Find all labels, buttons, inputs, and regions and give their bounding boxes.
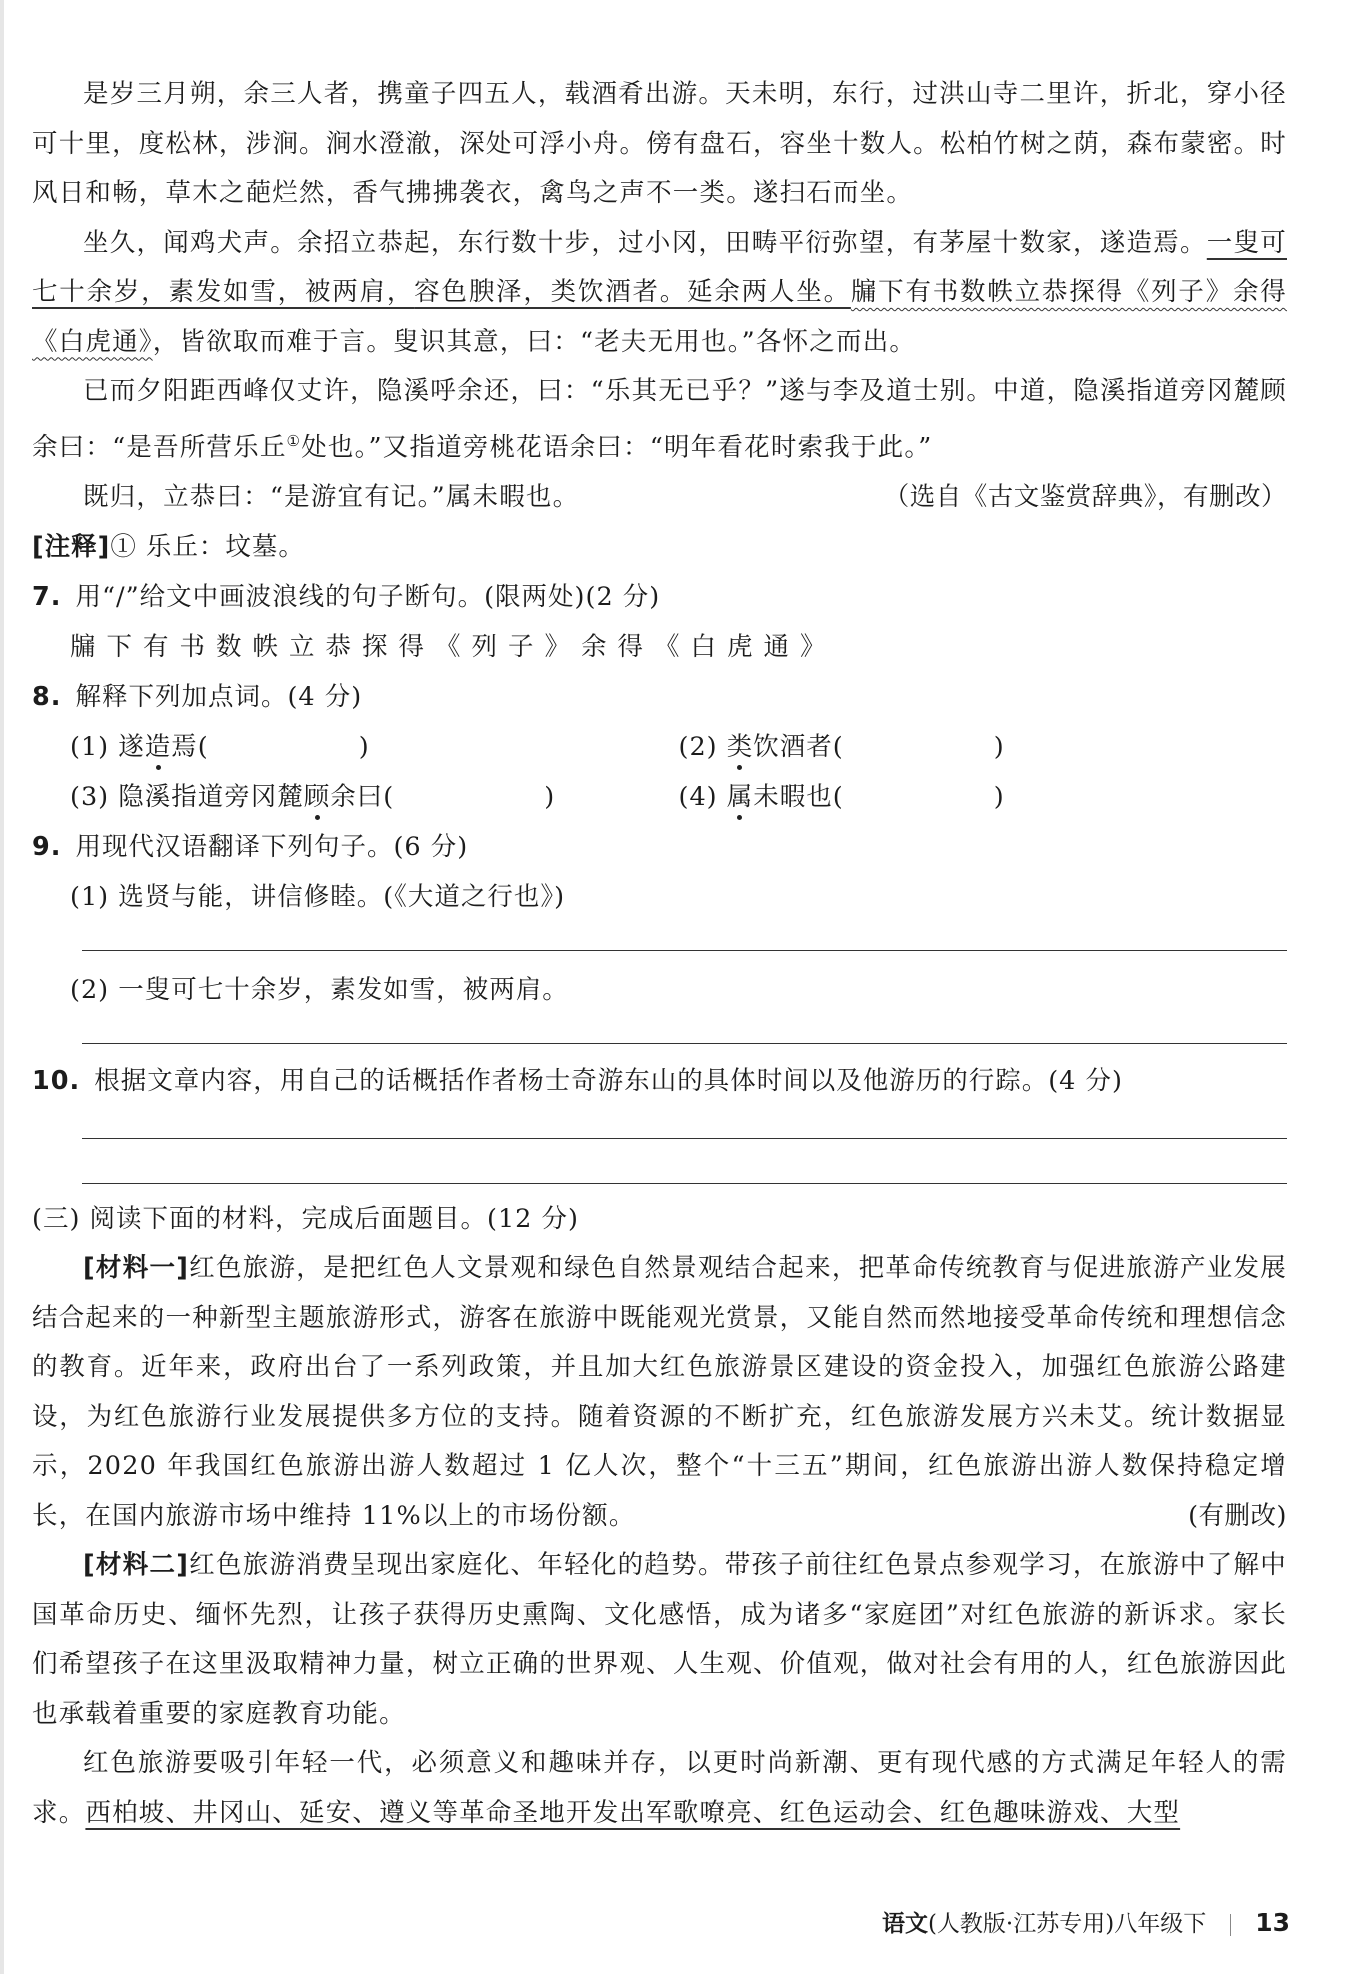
material-label: [材料二]: [83, 1550, 190, 1580]
material-text: 红色旅游要吸引年轻一代，必须意义和趣味并存，以更时尚新潮、更有现代感的方式满足年轻人的需求。: [32, 1748, 1287, 1828]
dotted-word: 顾: [304, 772, 331, 822]
scan-edge: [0, 0, 4, 1974]
dotted-word: 类: [727, 722, 754, 772]
section-3-heading: (三) 阅读下面的材料，完成后面题目。(12 分): [32, 1204, 579, 1234]
content: [32, 70, 1287, 1838]
question-number: 10.: [32, 1066, 81, 1096]
material-label: [材料一]: [83, 1253, 190, 1283]
question-text: 用现代汉语翻译下列句子。(6 分): [75, 832, 469, 862]
question-10: [32, 1056, 1287, 1106]
passage-text: 是岁三月朔，余三人者，携童子四五人，载酒肴出游。天未明，东行，过洪山寺二里许，折北，穿小径可十里，度松林，涉涧。涧水澄澈，深处可浮小舟。傍有盘石，容坐十数人。松柏竹树之荫，森布蒙密。时风日和畅，草木之葩烂然，香气拂拂袭衣，禽鸟之声不一类。遂扫石而坐。: [32, 79, 1287, 208]
page-number: 13: [1255, 1908, 1290, 1937]
question-text: 用“/”给文中画波浪线的句子断句。(限两处)(2 分): [75, 582, 661, 612]
dotted-word: 造: [145, 722, 172, 772]
passage-text: ，皆欲取而难于言。叟识其意，曰：“老夫无用也。”各怀之而出。: [152, 326, 917, 357]
notes-text: ① 乐丘：坟墓。: [110, 532, 305, 562]
passage-text: 已而夕阳距西峰仅丈许，隐溪呼余还，曰：“乐其无已乎？”遂与李及道士别。中道，隐溪指道旁冈麓顾余曰：“是吾所营乐丘: [32, 376, 1287, 462]
question-7-sentence: 牖下有书数帙立恭探得《列子》余得《白虎通》: [70, 632, 837, 662]
question-number: 8.: [32, 682, 62, 712]
question-9: [32, 822, 1287, 872]
material-text: 红色旅游，是把红色人文景观和绿色自然景观结合起来，把革命传统教育与促进旅游产业发展结合起来的一种新型主题旅游形式，游客在旅游中既能观光赏景，又能自然而然地接受革命传统和理想信念的教育。近年来，政府出台了一系列政策，并且加大红色旅游景区建设的资金投入，加强红色旅游公路建设，为红色旅游行业发展提供多方位的支持。随着资源的不断扩充，红色旅游发展方兴未艾。统计数据显示，2020 年我国红色旅游出游人数超过 1 亿人次，整个“十三五”期间，红色旅游出游人数保持稳定增长，在国内旅游市场中维持 11%以上的市场份额。: [32, 1253, 1288, 1531]
passage-paragraph-2: [32, 219, 1287, 368]
question-9-sentence-1: (1) 选贤与能，讲信修睦。(《大道之行也》): [70, 882, 566, 912]
question-text: 根据文章内容，用自己的话概括作者杨士奇游东山的具体时间以及他游历的行踪。(4 分): [94, 1066, 1123, 1096]
material-2-paragraph-2: [32, 1739, 1287, 1838]
material-source: (有删改): [1188, 1500, 1287, 1531]
passage-source: （选自《古文鉴赏辞典》，有删改）: [883, 481, 1287, 512]
question-8-item-4: (4) 属未暇也( ): [679, 772, 1288, 822]
notes: [32, 522, 1287, 572]
question-number: 7.: [32, 582, 62, 612]
question-8-item-1: (1) 遂造焉( ): [70, 722, 679, 772]
question-9-sentence-2: (2) 一叟可七十余岁，素发如雪，被两肩。: [70, 975, 569, 1005]
footer-edition: (人教版·江苏专用)八年级下: [927, 1911, 1207, 1937]
dotted-word: 属: [727, 772, 754, 822]
notes-label: [注释]: [32, 532, 111, 562]
passage-paragraph-4: [32, 473, 1287, 523]
question-8-item-3: (3) 隐溪指道旁冈麓顾余曰( ): [70, 772, 679, 822]
question-8-item-2: (2) 类饮酒者( ): [679, 722, 1288, 772]
passage-text: 处也。”又指道旁桃花语余曰：“明年看花时索我于此。”: [301, 432, 933, 462]
underlined-sentence: 西柏坡、井冈山、延安、遵义等革命圣地开发出军歌嘹亮、红色运动会、红色趣味游戏、大型: [85, 1797, 1181, 1828]
question-number: 9.: [32, 832, 62, 862]
page-footer: [0, 1905, 1290, 1938]
material-1: [32, 1244, 1287, 1541]
underlined-sentence: 容色腴泽，类饮酒者。延余两人坐。: [414, 277, 851, 307]
footnote-marker: ①: [286, 431, 302, 450]
passage-paragraph-3: [32, 367, 1287, 473]
question-8-row-2: [32, 772, 1287, 822]
material-2: [32, 1541, 1287, 1739]
question-8-row-1: [32, 722, 1287, 772]
question-8: [32, 672, 1287, 722]
material-text: 红色旅游消费呈现出家庭化、年轻化的趋势。带孩子前往红色景点参观学习，在旅游中了解中国革命历史、缅怀先烈，让孩子获得历史熏陶、文化感悟，成为诸多“家庭团”对红色旅游的新诉求。家长们希望孩子在这里汲取精神力量，树立正确的世界观、人生观、价值观，做对社会有用的人，红色旅游因此也承载着重要的家庭教育功能。: [32, 1550, 1288, 1729]
footer-subject: 语文: [881, 1911, 928, 1937]
passage-paragraph-1: [32, 70, 1287, 219]
question-7: [32, 572, 1287, 622]
footer-divider: [1230, 1914, 1231, 1936]
passage-text: 既归，立恭曰：“是游宜有记。”属未暇也。: [83, 481, 580, 512]
passage-text: 坐久，闻鸡犬声。余招立恭起，东行数十步，过小冈，田畴平衍弥望，有茅屋十数家，遂造焉。: [83, 227, 1207, 258]
underlined-sentence: 一叟可七十余岁，素发如雪，被两肩，: [32, 227, 1287, 307]
wavy-underlined-sentence: 牖下有书数帙立恭探得《列子》余得《白虎通》: [32, 277, 1288, 357]
question-text: 解释下列加点词。(4 分): [75, 682, 363, 712]
